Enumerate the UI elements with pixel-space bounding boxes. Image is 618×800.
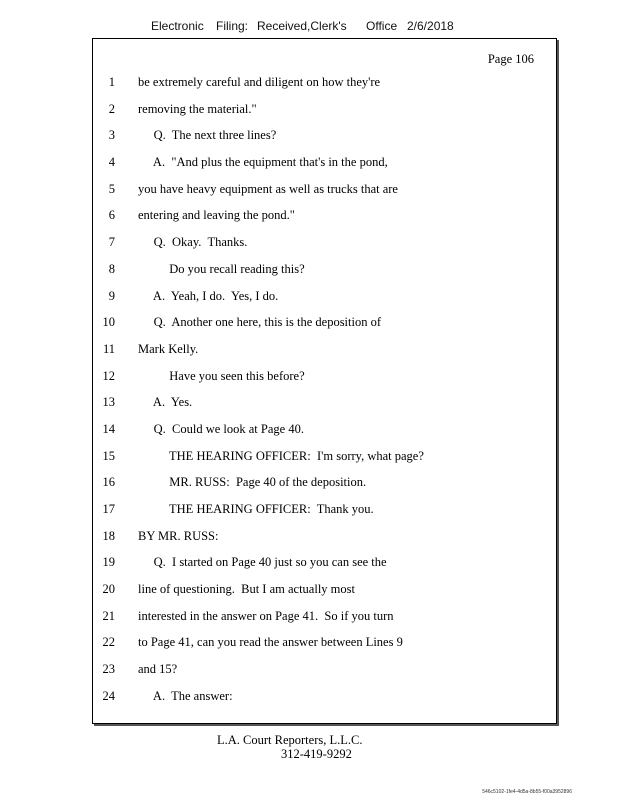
line-number: 13 xyxy=(102,395,115,410)
filing-header-word: Electronic xyxy=(151,19,204,33)
filing-header-word: Office xyxy=(366,19,398,33)
transcript-line xyxy=(93,149,556,176)
line-text: Q. The next three lines? xyxy=(138,128,277,143)
court-reporter-phone: 312-419-9292 xyxy=(281,747,352,761)
line-number: 2 xyxy=(108,101,115,116)
line-text: Have you seen this before? xyxy=(138,368,305,383)
line-text: Q. Okay. Thanks. xyxy=(138,235,248,250)
transcript-line xyxy=(93,576,556,603)
line-text: entering and leaving the pond." xyxy=(138,208,295,223)
transcript-line xyxy=(93,416,556,443)
transcript-lines xyxy=(93,69,556,710)
line-number: 19 xyxy=(102,555,115,570)
transcript-line xyxy=(93,523,556,550)
transcript-line xyxy=(93,389,556,416)
transcript-line xyxy=(93,122,556,149)
line-text: to Page 41, can you read the answer between Lines 9 xyxy=(138,635,403,650)
transcript-line xyxy=(93,656,556,683)
transcript-line xyxy=(93,629,556,656)
line-text: Q. I started on Page 40 just so you can see the xyxy=(138,555,387,570)
line-number: 1 xyxy=(108,75,115,89)
line-number: 24 xyxy=(102,688,115,703)
court-reporter-name: L.A. Court Reporters, L.L.C. xyxy=(217,733,363,747)
line-text: THE HEARING OFFICER: I'm sorry, what page? xyxy=(138,448,424,463)
document-id: 546c5102-1fe4-4d5a-8b55-f00a3952896 xyxy=(482,789,572,795)
line-number: 3 xyxy=(108,128,115,143)
line-text: removing the material." xyxy=(138,101,257,116)
filing-header-word: Filing: xyxy=(216,19,249,33)
line-text: BY MR. RUSS: xyxy=(138,528,219,543)
line-text: Q. Another one here, this is the deposition of xyxy=(138,315,382,330)
line-number: 17 xyxy=(102,502,115,516)
transcript-line xyxy=(93,69,556,96)
line-number: 18 xyxy=(102,528,115,543)
line-text: be extremely careful and diligent on how they're xyxy=(138,75,381,89)
line-number: 6 xyxy=(108,208,115,223)
transcript-line xyxy=(93,603,556,630)
line-text: Do you recall reading this? xyxy=(138,261,305,276)
transcript-line xyxy=(93,96,556,123)
transcript-line xyxy=(93,202,556,229)
filing-header-word: Received,Clerk's xyxy=(257,19,347,33)
line-text: Q. Could we look at Page 40. xyxy=(138,421,304,436)
line-number: 9 xyxy=(108,288,115,303)
line-number: 21 xyxy=(102,608,115,623)
line-number: 4 xyxy=(108,155,115,170)
transcript-page xyxy=(92,38,557,724)
line-number: 23 xyxy=(102,662,115,677)
line-number: 10 xyxy=(102,315,115,330)
line-text: A. Yeah, I do. Yes, I do. xyxy=(138,288,279,303)
line-number: 12 xyxy=(102,368,115,383)
transcript-line xyxy=(93,683,556,710)
line-number: 5 xyxy=(108,181,115,196)
line-text: MR. RUSS: Page 40 of the deposition. xyxy=(138,475,367,490)
line-text: and 15? xyxy=(138,662,178,677)
line-text: line of questioning. But I am actually most xyxy=(138,582,355,597)
transcript-line xyxy=(93,496,556,523)
line-number: 11 xyxy=(102,341,115,356)
line-number: 14 xyxy=(102,421,115,436)
line-number: 20 xyxy=(102,582,115,597)
transcript-line xyxy=(93,549,556,576)
line-text: Mark Kelly. xyxy=(138,341,199,356)
line-text: A. "And plus the equipment that's in the pond, xyxy=(138,155,388,170)
page-number: Page 106 xyxy=(487,52,534,66)
filing-header-date: 2/6/2018 xyxy=(407,19,454,33)
line-number: 8 xyxy=(108,261,115,276)
line-text: A. Yes. xyxy=(138,395,193,410)
line-text: THE HEARING OFFICER: Thank you. xyxy=(138,502,374,516)
transcript-line xyxy=(93,283,556,310)
electronic-filing-header xyxy=(0,19,618,37)
transcript-line xyxy=(93,229,556,256)
transcript-line xyxy=(93,309,556,336)
line-number: 15 xyxy=(102,448,115,463)
line-number: 16 xyxy=(102,475,115,490)
line-text: interested in the answer on Page 41. So if you turn xyxy=(138,608,394,623)
transcript-line xyxy=(93,363,556,390)
line-text: you have heavy equipment as well as trucks that are xyxy=(138,181,398,196)
line-text: A. The answer: xyxy=(138,688,233,703)
line-number: 22 xyxy=(102,635,115,650)
transcript-line xyxy=(93,336,556,363)
line-number: 7 xyxy=(108,235,115,250)
transcript-line xyxy=(93,443,556,470)
transcript-line xyxy=(93,176,556,203)
transcript-line xyxy=(93,469,556,496)
transcript-line xyxy=(93,256,556,283)
